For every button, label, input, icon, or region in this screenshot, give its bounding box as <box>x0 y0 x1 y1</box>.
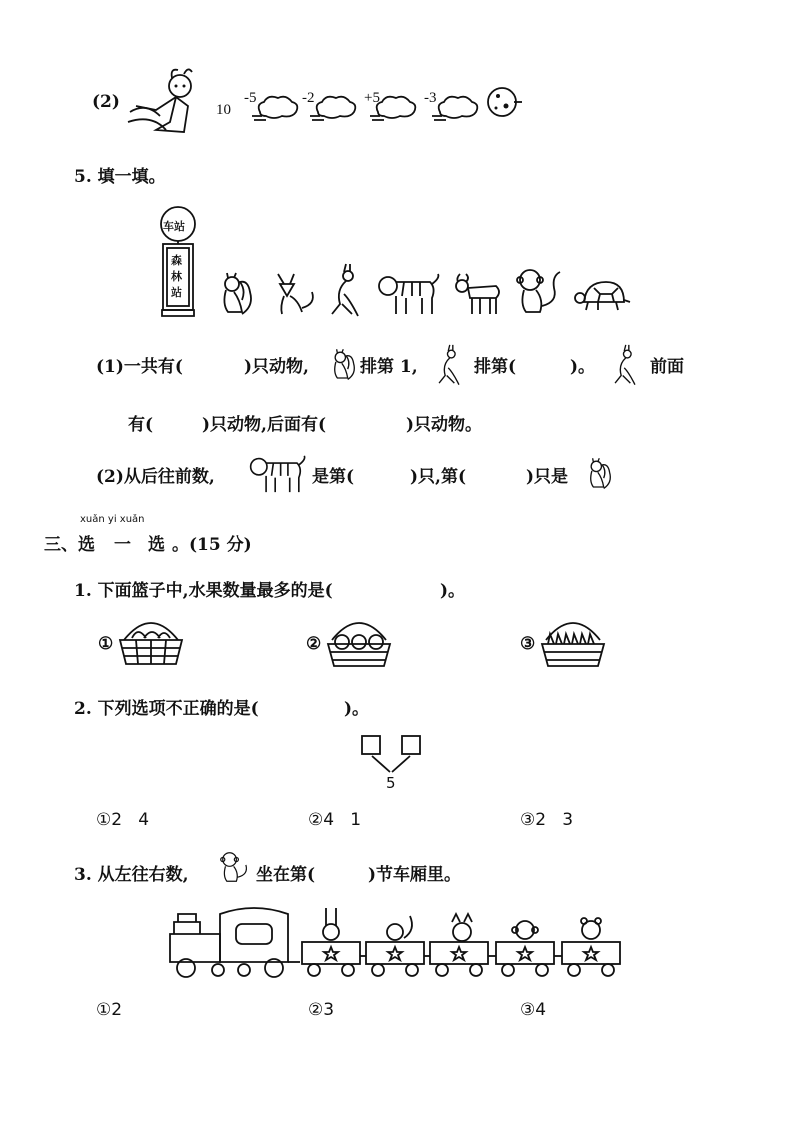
op-3: +5 <box>364 90 380 106</box>
s3q3-answer-blank[interactable] <box>322 862 366 882</box>
tiger-icon <box>376 272 440 316</box>
q5-p1-b: )只动物, <box>244 357 309 377</box>
number-bond-total: 5 <box>386 774 396 792</box>
train-illustration <box>166 904 636 980</box>
tiger-icon <box>246 454 308 494</box>
q5-p1-e: )。 <box>570 357 596 377</box>
s3q1-answer-blank[interactable] <box>392 578 436 598</box>
q5-title: 5. 填一填。 <box>74 167 166 187</box>
s3q1-option-2[interactable]: ② <box>306 634 322 654</box>
s3q1-text: 1. 下面篮子中,水果数量最多的是( <box>74 581 333 601</box>
q5-p1-f: 前面 <box>650 357 684 377</box>
q5-p2-d: )只是 <box>526 467 569 487</box>
cloud-blank-3[interactable] <box>370 94 422 122</box>
blank-animals-after[interactable] <box>364 412 404 432</box>
sequence-start: 10 <box>216 102 231 118</box>
op-1: -5 <box>244 90 257 106</box>
s3q2-option-3[interactable]: ③2 3 <box>520 810 574 830</box>
s3q2-answer-blank[interactable] <box>292 696 342 716</box>
sign-top-text: 车站 <box>163 220 185 233</box>
squirrel-icon <box>330 344 358 384</box>
s3q3-text-b: 坐在第( <box>256 865 316 885</box>
kangaroo-icon <box>328 260 362 318</box>
squirrel-icon <box>586 454 614 492</box>
s3q2-close: )。 <box>344 699 370 719</box>
turtle-icon <box>574 278 632 314</box>
fairy-illustration <box>126 66 210 138</box>
monkey-icon <box>514 266 562 316</box>
cloud-blank-1[interactable] <box>252 94 304 122</box>
section3-pinyin: xuǎn yi xuǎn <box>80 514 145 525</box>
s3q1-option-3[interactable]: ③ <box>520 634 536 654</box>
q5-p1-line2-a: 有( <box>128 415 154 435</box>
kangaroo-icon <box>436 340 462 388</box>
s3q3-option-3[interactable]: ③4 <box>520 1000 547 1020</box>
blank-tiger-position[interactable] <box>368 464 408 484</box>
q5-p1-d: 排第( <box>474 357 517 377</box>
q5-p2-c: )只,第( <box>410 467 467 487</box>
monkey-icon <box>218 850 252 884</box>
basket-1-icon <box>118 614 184 670</box>
section3-title-b: 一 <box>114 535 131 555</box>
q5-p1-a: (1)一共有( <box>96 357 183 377</box>
q5-p1-c: 排第 1, <box>360 357 418 377</box>
basket-2-icon <box>326 614 392 670</box>
q5-p1-line2-c: )只动物。 <box>406 415 483 435</box>
blank-total-animals[interactable] <box>200 354 240 374</box>
section3-title-d: 。(15 分) <box>172 535 252 555</box>
s3q1-option-1[interactable]: ① <box>98 634 114 654</box>
s3q2-option-1[interactable]: ①2 4 <box>96 810 150 830</box>
s3q2-option-2[interactable]: ②4 1 <box>308 810 362 830</box>
kangaroo-icon <box>612 340 638 388</box>
number-bond-diagram <box>360 734 426 776</box>
q5-p1-line2-b: )只动物,后面有( <box>202 415 327 435</box>
fox-icon <box>272 268 318 316</box>
s3q3-option-1[interactable]: ①2 <box>96 1000 123 1020</box>
goat-icon <box>452 270 504 316</box>
section3-title-a: 三、选 <box>44 535 95 555</box>
section3-title-c: 选 <box>148 535 165 555</box>
s3q2-text: 2. 下列选项不正确的是( <box>74 699 259 719</box>
op-4: -3 <box>424 90 437 106</box>
q5-p2-b: 是第( <box>312 467 355 487</box>
q5-p2-a: (2)从后往前数, <box>96 467 215 487</box>
squirrel-icon <box>218 270 256 316</box>
cloud-blank-2[interactable] <box>310 94 362 122</box>
op-2: -2 <box>302 90 315 106</box>
basket-3-icon <box>540 614 606 670</box>
blank-animals-before[interactable] <box>160 412 200 432</box>
sign-char-3: 站 <box>171 286 182 299</box>
s3q3-text-c: )节车厢里。 <box>368 865 462 885</box>
sign-char-1: 森 <box>171 254 182 267</box>
s3q3-option-2[interactable]: ②3 <box>308 1000 335 1020</box>
s3q1-close: )。 <box>440 581 466 601</box>
blank-kangaroo-position[interactable] <box>524 354 568 374</box>
moon-icon <box>484 84 524 124</box>
s3q3-text-a: 3. 从左往右数, <box>74 865 189 885</box>
q4-part2-label: (2) <box>92 92 120 112</box>
blank-squirrel-position[interactable] <box>482 464 522 484</box>
cloud-blank-4[interactable] <box>432 94 484 122</box>
sign-char-2: 林 <box>171 270 182 283</box>
